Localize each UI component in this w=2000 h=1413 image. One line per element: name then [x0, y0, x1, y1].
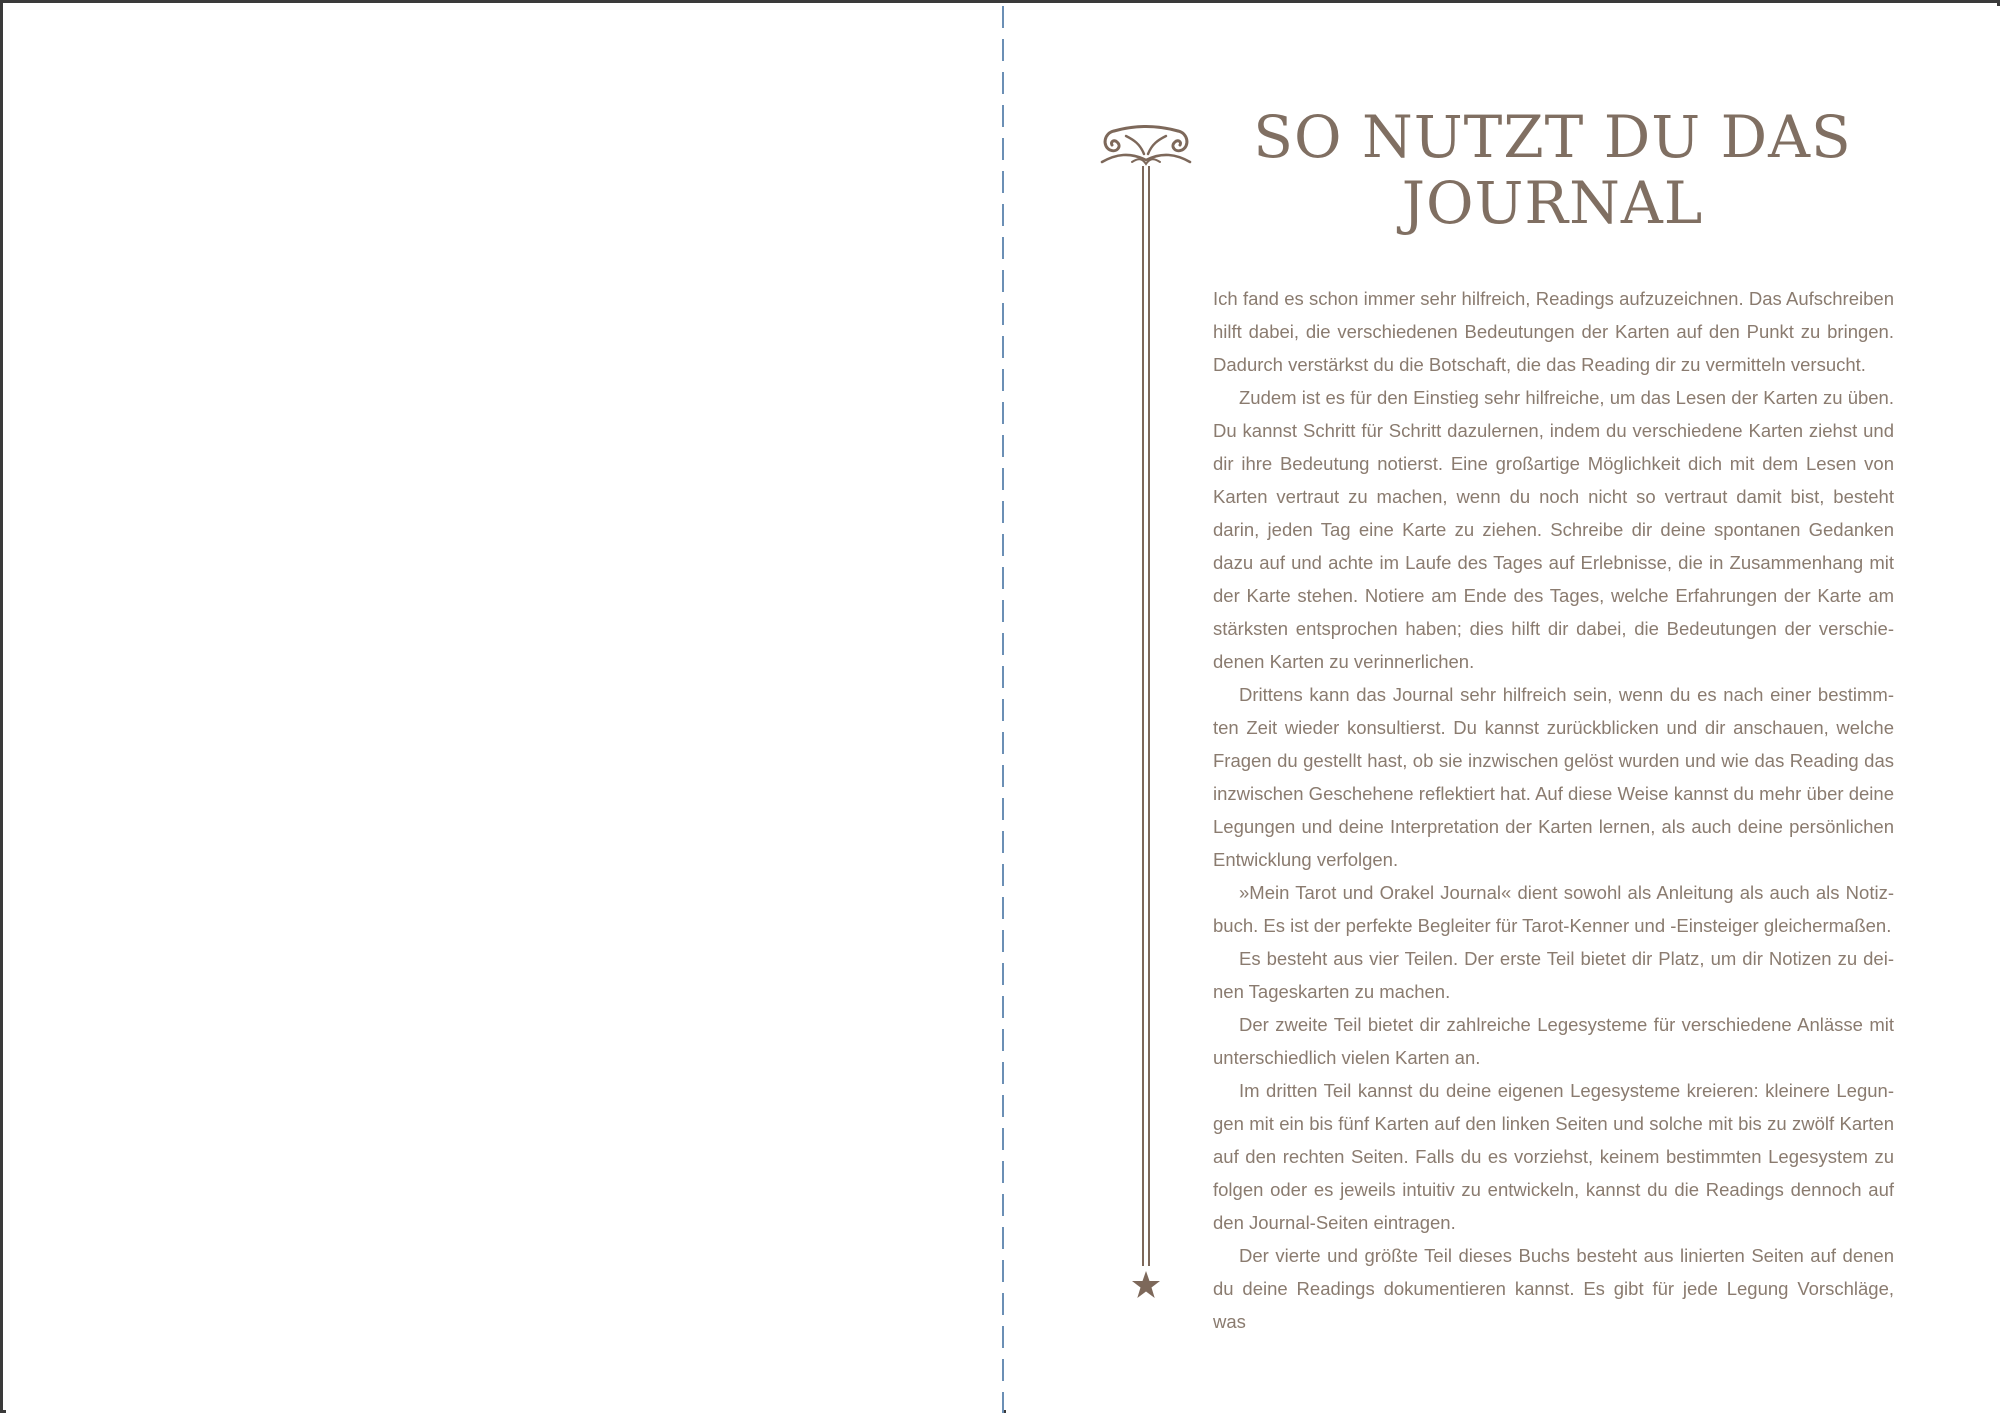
- vertical-ornament: [1100, 118, 1192, 1303]
- paragraph-5: Es besteht aus vier Teilen. Der erste Teil bietet dir Platz, um dir Notizen zu deinen Tageskarten zu machen.: [1213, 948, 1894, 1002]
- page-gutter-dashed-line: [1002, 6, 1004, 1413]
- left-page-blank: [6, 6, 1003, 1413]
- page-title: [1215, 104, 1890, 236]
- ionic-capital-scroll-icon: [1102, 127, 1190, 165]
- paragraph-4: »Mein Tarot und Orakel Journal« dient sowohl als Anleitung als auch als Notizbuch. Es ist der perfekte Begleiter für Tarot-Kenner und -Einsteiger gleichermaßen.: [1213, 882, 1894, 936]
- paragraph-7: Im dritten Teil kannst du deine eigenen Legesysteme kreieren: kleinere Legungen mit ein bis fünf Karten auf den linken Seiten und solche mit bis zu zwölf Karten auf den rechten Seiten. Falls du es vorziehst, keinem bestimmten Legesystem zu folgen oder es jeweils intuitiv zu entwickeln, kannst du die Readings dennoch auf den Journal-Seiten eintragen.: [1213, 1080, 1894, 1233]
- page-title-line-1: SO NUTZT DU DAS: [1253, 103, 1852, 171]
- ornament-double-line: [1143, 166, 1149, 1266]
- paragraph-2: Zudem ist es für den Einstieg sehr hilfreiche, um das Lesen der Karten zu üben. Du kannst Schritt für Schritt dazulernen, indem du verschiedene Karten ziehst und dir ihre Bedeutung notierst. Eine großartige Möglichkeit dich mit dem Lesen von Karten vertraut zu machen, wenn du noch nicht so vertraut damit bist, besteht darin, jeden Tag eine Karte zu ziehen. Schreibe dir deine spontanen Gedanken dazu auf und achte im Laufe des Tages auf Erlebnisse, die in Zusammenhang mit der Karte stehen. Notiere am Ende des Tages, welche Erfahrungen der Karte am stärksten entsprochen haben; dies hilft dir dabei, die Bedeutungen der verschiedenen Karten zu verinnerlichen.: [1213, 387, 1894, 672]
- star-icon: [1132, 1271, 1160, 1298]
- paragraph-8: Der vierte und größte Teil dieses Buchs besteht aus linierten Seiten auf denen du deine Readings dokumentieren kannst. Es gibt für jede Legung Vorschläge, was: [1213, 1245, 1894, 1332]
- body-text: [1213, 282, 1894, 1338]
- paragraph-3: Drittens kann das Journal sehr hilfreich sein, wenn du es nach einer bestimmten Zeit wieder konsultierst. Du kannst zurückblicken und dir anschauen, welche Fragen du gestellt hast, ob sie inzwischen gelöst wurden und wie das Reading das inzwischen Geschehene reflektiert hat. Auf diese Weise kannst du mehr über deine Legungen und deine Interpretation der Karten lernen, als auch deine persönlichen Entwicklung verfolgen.: [1213, 684, 1894, 870]
- page-title-line-2: JOURNAL: [1401, 169, 1704, 237]
- paragraph-1: Ich fand es schon immer sehr hilfreich, Readings aufzuzeichnen. Das Aufschreiben hilft dabei, die verschiedenen Bedeutungen der Karten auf den Punkt zu bringen. Dadurch verstärkst du die Botschaft, die das Reading dir zu vermitteln versucht.: [1213, 288, 1894, 375]
- paragraph-6: Der zweite Teil bietet dir zahlreiche Legesysteme für verschiedene Anlässe mit unterschiedlich vielen Karten an.: [1213, 1014, 1894, 1068]
